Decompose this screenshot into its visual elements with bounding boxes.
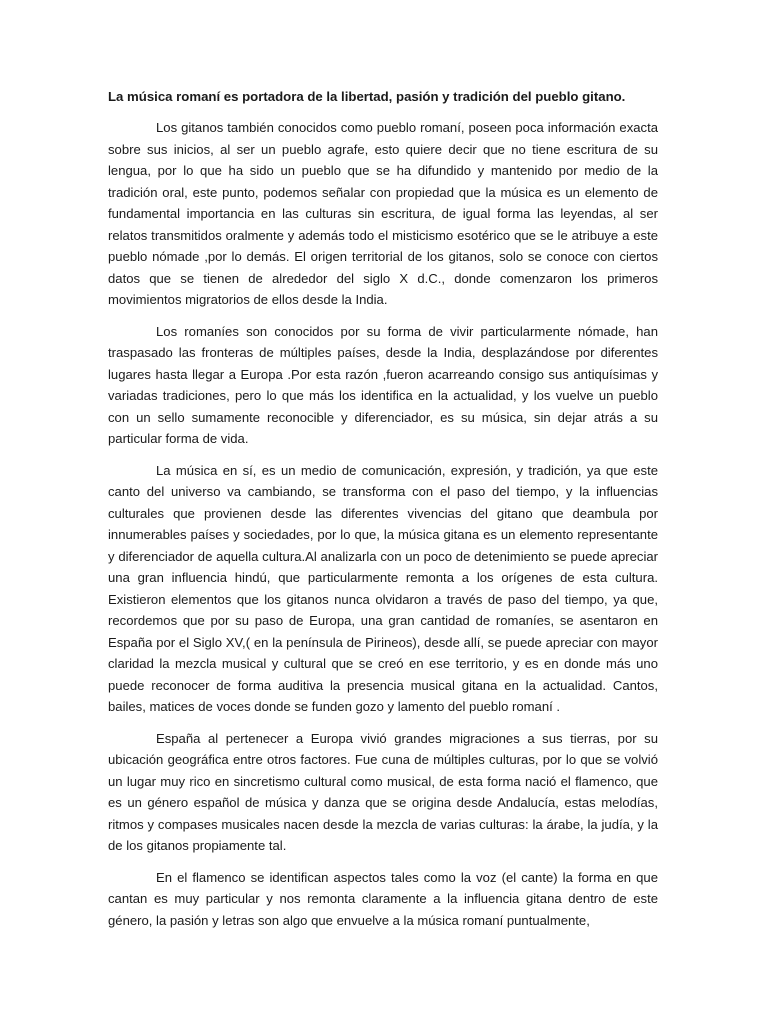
document-title: La música romaní es portadora de la libertad, pasión y tradición del pueblo gitano. [108, 89, 626, 104]
paragraph-spain-flamenco: España al pertenecer a Europa vivió grandes migraciones a sus tierras, por su ubicación geográfica entre otros factores. Fue cuna de múltiples culturas, por lo que se volvió un lugar muy rico en sincretismo cultural como musical, de esta forma nació el flamenco, que es un género español de música y danza que se origina desde Andalucía, estas melodías, ritmos y compases musicales nacen desde la mezcla de varias culturas: la árabe, la judía, y la de los gitanos propiamente tal. [108, 730, 658, 853]
paragraph-origins: Los gitanos también conocidos como pueblo romaní, poseen poca información exacta sobre sus inicios, al ser un pueblo agrafe, esto quiere decir que no tiene escritura de su lengua, por lo que ha sido un pueblo que se ha difundido y mantenido por medio de la tradición oral, este punto, podemos señalar con propiedad que la música es un elemento de fundamental importancia en las culturas sin escritura, de igual forma las leyendas, al ser relatos transmitidos oralmente y además todo el misticismo esotérico que se le atribuye a este pueblo nómade ,por lo demás. El origen territorial de los gitanos, solo se conoce con ciertos datos que se tienen de alrededor del siglo X d.C., donde comenzaron los primeros movimientos migratorios de ellos desde la India. [108, 120, 658, 307]
paragraph-nomadic: Los romaníes son conocidos por su forma de vivir particularmente nómade, han traspasado las fronteras de múltiples países, desde la India, desplazándose por diferentes lugares hasta llegar a Europa .Por esta razón ,fueron acarreando consigo sus antiquísimas y variadas tradiciones, pero lo que más los identifica en la actualidad, y los vuelve un pueblo con un sello sumamente reconocible y diferenciador, es su música, sin dejar atrás a su particular forma de vida. [108, 323, 658, 446]
paragraph-flamenco-aspects: En el flamenco se identifican aspectos tales como la voz (el cante) la forma en que cantan es muy particular y nos remonta claramente a la influencia gitana dentro de este género, la pasión y letras son algo que envuelve a la música romaní puntualmente, [108, 869, 658, 928]
paragraph-music-communication: La música en sí, es un medio de comunicación, expresión, y tradición, ya que este canto del universo va cambiando, se transforma con el paso del tiempo, y la influencias culturales que provienen desde las diferentes vivencias del gitano que deambula por innumerables países y sociedades, por lo que, la música gitana es un elemento representante y diferenciador de aquella cultura.Al analizarla con un poco de detenimiento se puede apreciar una gran influencia hindú, que particularmente remonta a los orígenes de esta cultura. Existieron elementos que los gitanos nunca olvidaron a través de paso del tiempo, ya que, recordemos que por su paso de Europa, una gran cantidad de romaníes, se asentaron en España por el Siglo XV,( en la península de Pirineos), desde allí, se puede apreciar con mayor claridad la mezcla musical y cultural que se creó en ese territorio, y es en donde más uno puede reconocer de forma auditiva la presencia musical gitana en la actualidad. Cantos, bailes, matices de voces donde se funden gozo y lamento del pueblo romaní . [108, 462, 658, 714]
document-page [108, 86, 658, 941]
